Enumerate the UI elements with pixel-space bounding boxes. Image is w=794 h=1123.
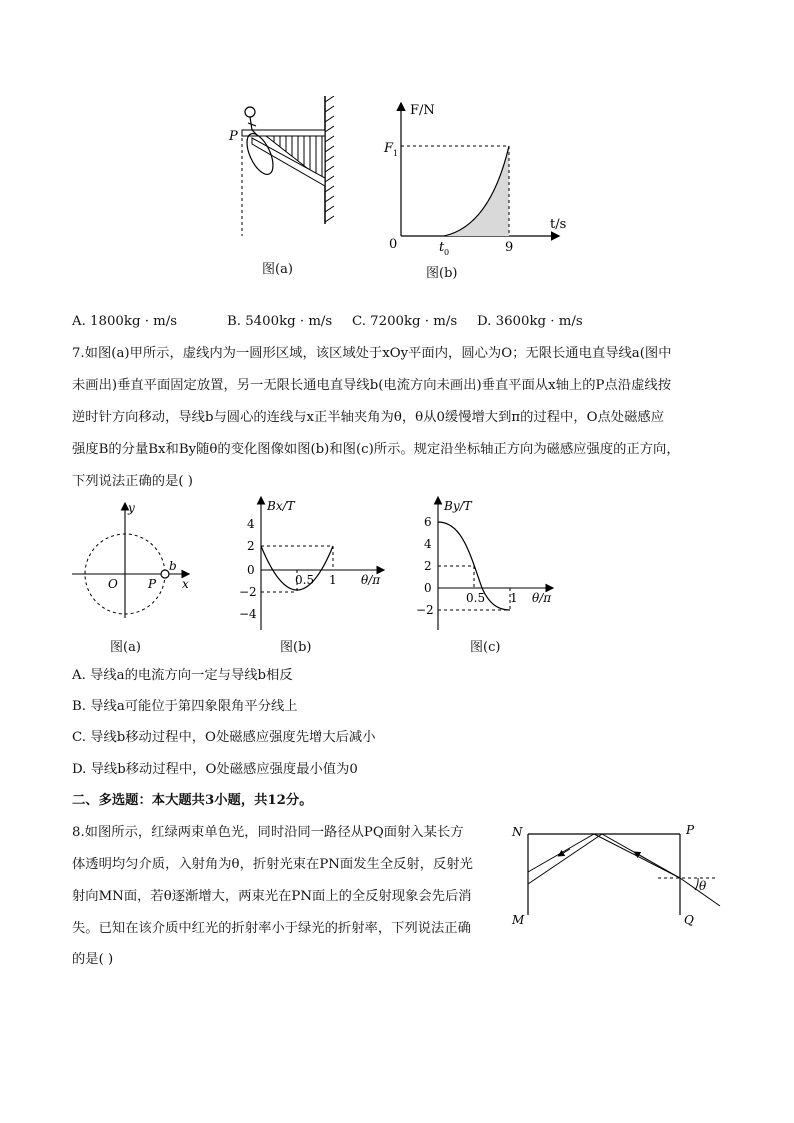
q8-label-p: P [686,823,695,837]
q6b-t0: t [439,240,445,255]
q8-line-4: 失。已知在该介质中红光的折射率小于绿光的折射率，下列说法正确 [72,921,471,936]
q6b-f1: F [384,141,394,156]
q8-label-n: N [512,825,523,839]
q7a-p: P [148,577,157,591]
q6b-x9: 9 [505,240,514,255]
q6-figure-b [380,96,580,266]
q6b-ylabel: F/N [410,103,435,118]
q8-line-5: 的是( ) [72,952,114,967]
q6-caption-a: 图(a) [262,262,293,277]
q7-line-1: 7.如图(a)甲所示，虚线内为一圆形区域，该区域处于xOy平面内，圆心为O；无限长通电直导线a(图中 [72,346,672,361]
q8-figure [508,820,728,935]
q7a-x: x [182,577,189,591]
q6-option-c[interactable]: C. 7200kg · m/s [352,314,458,329]
q7-figure-a [70,498,200,623]
q6-caption-b: 图(b) [426,266,458,281]
q7b-ty-m4: −4 [239,607,257,621]
q7-figure-c [410,494,580,634]
q7c-ylabel: By/T [444,499,472,513]
q6b-t0-sub: 0 [444,248,450,257]
q7-caption-b: 图(b) [280,640,312,655]
q8-label-m: M [512,913,525,927]
section-2-header: 二、多选题：本大题共3小题，共12分。 [72,793,313,808]
q6b-f1-sub: 1 [393,149,399,158]
q7-option-c[interactable]: C. 导线b移动过程中，O处磁感应强度先增大后减小 [72,730,376,745]
q6-option-b[interactable]: B. 5400kg · m/s [227,314,333,329]
q7c-ty-6: 6 [424,515,432,529]
q6b-origin: 0 [389,237,398,252]
q8-label-q: Q [684,913,694,927]
q7-line-3: 逆时针方向移动，导线b与圆心的连线与x正半轴夹角为θ，θ从0缓慢增大到π的过程中，O点处磁感应 [72,410,664,425]
q7b-ylabel: Bx/T [267,499,295,513]
q7c-ty-m2: −2 [416,603,434,617]
q7b-ty-2: 2 [247,539,255,553]
q7-line-2: 未画出)垂直平面固定放置，另一无限长通电直导线b(电流方向未画出)垂直平面从x轴上的P点沿虚线按 [72,378,671,393]
q7-caption-c: 图(c) [470,640,501,655]
q7a-y: y [128,501,135,515]
q7-option-d[interactable]: D. 导线b移动过程中，O处磁感应强度最小值为0 [72,762,358,777]
label-p: P [229,129,238,144]
q7b-tx-05: 0.5 [295,573,315,587]
q7c-ty-0: 0 [424,581,432,595]
q8-line-2: 体透明均匀介质，入射角为θ，折射光束在PN面发生全反射，反射光 [72,857,473,872]
q8-label-theta: θ [699,879,707,893]
q7b-ty-m2: −2 [239,585,257,599]
q7-line-4: 强度B的分量Bx和By随θ的变化图像如图(b)和图(c)所示。规定沿坐标轴正方向为磁感应强度的正方向， [72,442,680,457]
q7-option-a[interactable]: A. 导线a的电流方向一定与导线b相反 [72,668,293,683]
q6b-xlabel: t/s [550,217,567,232]
q7-option-b[interactable]: B. 导线a可能位于第四象限角平分线上 [72,699,298,714]
q7b-tx-1: 1 [329,573,337,587]
q8-line-3: 射向MN面，若θ逐渐增大，两束光在PN面上的全反射现象会先后消 [72,889,472,904]
q7a-b: b [169,559,177,573]
q7c-tx-05: 0.5 [466,591,486,605]
q7c-ty-2: 2 [424,559,432,573]
q7c-tx-1: 1 [510,591,518,605]
q7b-ty-4: 4 [247,517,255,531]
q6-option-d[interactable]: D. 3600kg · m/s [477,314,583,329]
q7-figure-b [225,494,395,634]
q7b-xlabel: θ/π [361,573,381,587]
q7a-o: O [108,577,118,591]
q7-line-5: 下列说法正确的是( ) [72,474,193,489]
q6-figure-a [222,96,342,276]
q6-option-a[interactable]: A. 1800kg · m/s [72,314,178,329]
q7b-ty-0: 0 [247,563,255,577]
q7c-ty-4: 4 [424,537,432,551]
q7-caption-a: 图(a) [110,640,141,655]
q7c-xlabel: θ/π [532,591,552,605]
q8-line-1: 8.如图所示，红绿两束单色光，同时沿同一路径从PQ面射入某长方 [72,825,464,840]
